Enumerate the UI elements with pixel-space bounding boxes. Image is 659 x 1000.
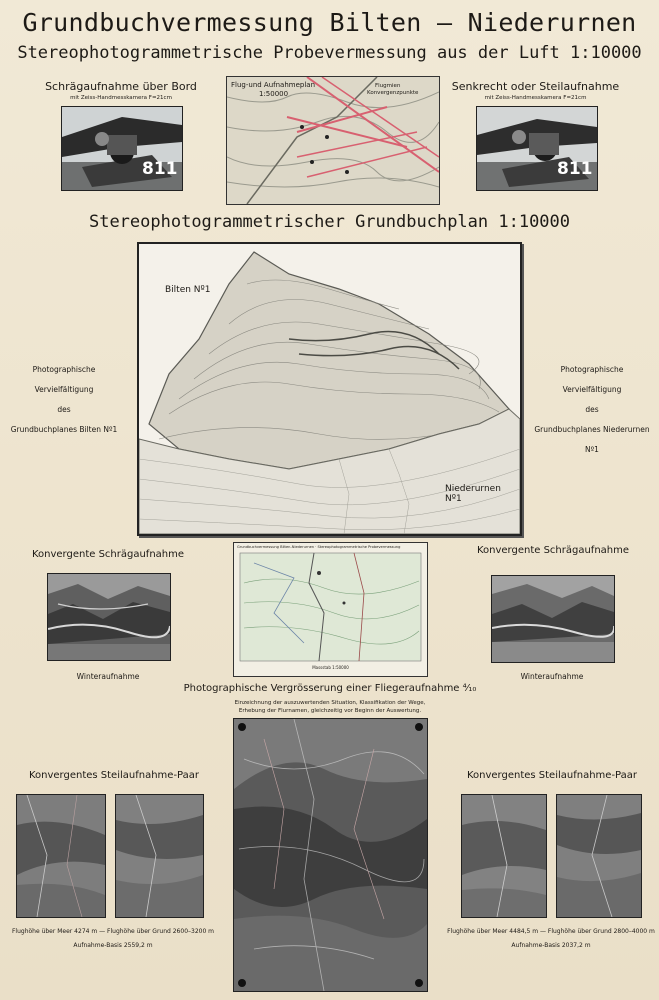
top-left-subcaption: mit Zeiss-Handmesskamera F=21cm: [70, 95, 172, 101]
bottom-right-photo-b: [556, 794, 642, 918]
bottom-left-line1: Flughöhe über Meer 4274 m — Flughöhe über Grund 2600–3200 m: [11, 928, 215, 935]
top-right-subcaption: mit Zeiss-Handmesskamera F=21cm: [484, 95, 587, 101]
right-side-text: [532, 360, 652, 460]
mid-right-aerial-photo: [491, 575, 615, 663]
mid-left-aerial-photo: [47, 573, 171, 661]
top-left-plane-photo: [61, 106, 183, 191]
right-side-line2: des: [585, 405, 599, 414]
poster-subtitle: Stereophotogrammetrische Probevermessung aus der Luft 1:10000: [17, 43, 642, 63]
bottom-right-line1: Flughöhe über Meer 4484,5 m — Flughöhe über Grund 2800–4000 m: [447, 928, 655, 935]
enlargement-desc-line1: Einzeichnung der auszuwertenden Situation, Klassifikation der Wege,: [234, 700, 426, 706]
right-side-line3: Grundbuchplanes Niederurnen Nº1: [534, 425, 650, 454]
flight-plan-label-line1: Flugmien: [375, 83, 401, 89]
label-niederurnen: Niederurnen Nº1: [445, 484, 501, 504]
bottom-left-caption: Konvergentes Steilaufnahme-Paar: [28, 770, 200, 781]
left-side-line3: Grundbuchplanes Bilten Nº1: [10, 425, 118, 434]
bottom-left-photo-b: [115, 794, 204, 918]
main-plan-title: Stereophotogrammetrischer Grundbuchplan 1:10000: [88, 212, 571, 232]
main-plan-frame: [137, 242, 522, 536]
mid-right-caption: Konvergente Schrägaufnahme: [476, 545, 630, 556]
left-side-line2: des: [57, 405, 71, 414]
mid-center-map: [233, 542, 428, 677]
flight-plan-label-line2: Konvergenzpunkte: [367, 90, 419, 96]
flight-plan-label: [367, 83, 418, 97]
mid-center-map-footer: Massstab 1:50000: [312, 665, 349, 670]
enlargement-title: Photographische Vergrösserung einer Fliegeraufnahme ⁴⁄₁₀: [183, 683, 477, 694]
top-left-caption: Schrägaufnahme über Bord: [45, 80, 197, 93]
bottom-right-caption: Konvergentes Steilaufnahme-Paar: [466, 770, 638, 781]
top-right-plane-photo: [476, 106, 598, 191]
flight-plan-title-line1: Flug-und Aufnahmeplan: [231, 81, 316, 89]
bottom-left-photo-a: [16, 794, 106, 918]
poster-title: Grundbuchvermessung Bilten – Niederurnen: [22, 8, 637, 37]
bottom-right-photo-a: [461, 794, 547, 918]
top-right-caption: Senkrecht oder Steilaufnahme: [451, 80, 620, 93]
bottom-right-line2: Aufnahme-Basis 2037,2 m: [511, 942, 591, 949]
right-side-line1: Photographische Vervielfältigung: [560, 365, 624, 394]
enlargement-desc-line2: Erhebung der Flurnamen, gleichzeitig vor Beginn der Auswertung.: [238, 708, 422, 714]
bottom-left-line2: Aufnahme-Basis 2559,2 m: [73, 942, 153, 949]
left-side-text: [4, 360, 124, 440]
left-side-line1: Photographische Vervielfältigung: [32, 365, 96, 394]
mid-left-subcaption: Winteraufnahme: [76, 672, 140, 681]
enlargement-aerial-photo: [233, 718, 428, 992]
mid-right-subcaption: Winteraufnahme: [520, 672, 584, 681]
top-left-plane-number: 811: [142, 159, 178, 179]
mid-center-map-header: Grundbuchvermessung Bilten-Niederurnen · Stereophotogrammetrische Probevermessung: [237, 545, 401, 549]
flight-plan-title-line2: 1:50000: [259, 90, 289, 98]
label-bilten: Bilten Nº1: [165, 285, 211, 295]
top-right-plane-number: 811: [557, 159, 593, 179]
flight-plan-map: [226, 76, 440, 205]
flight-plan-title: [231, 81, 315, 99]
mid-left-caption: Konvergente Schrägaufnahme: [31, 549, 185, 560]
